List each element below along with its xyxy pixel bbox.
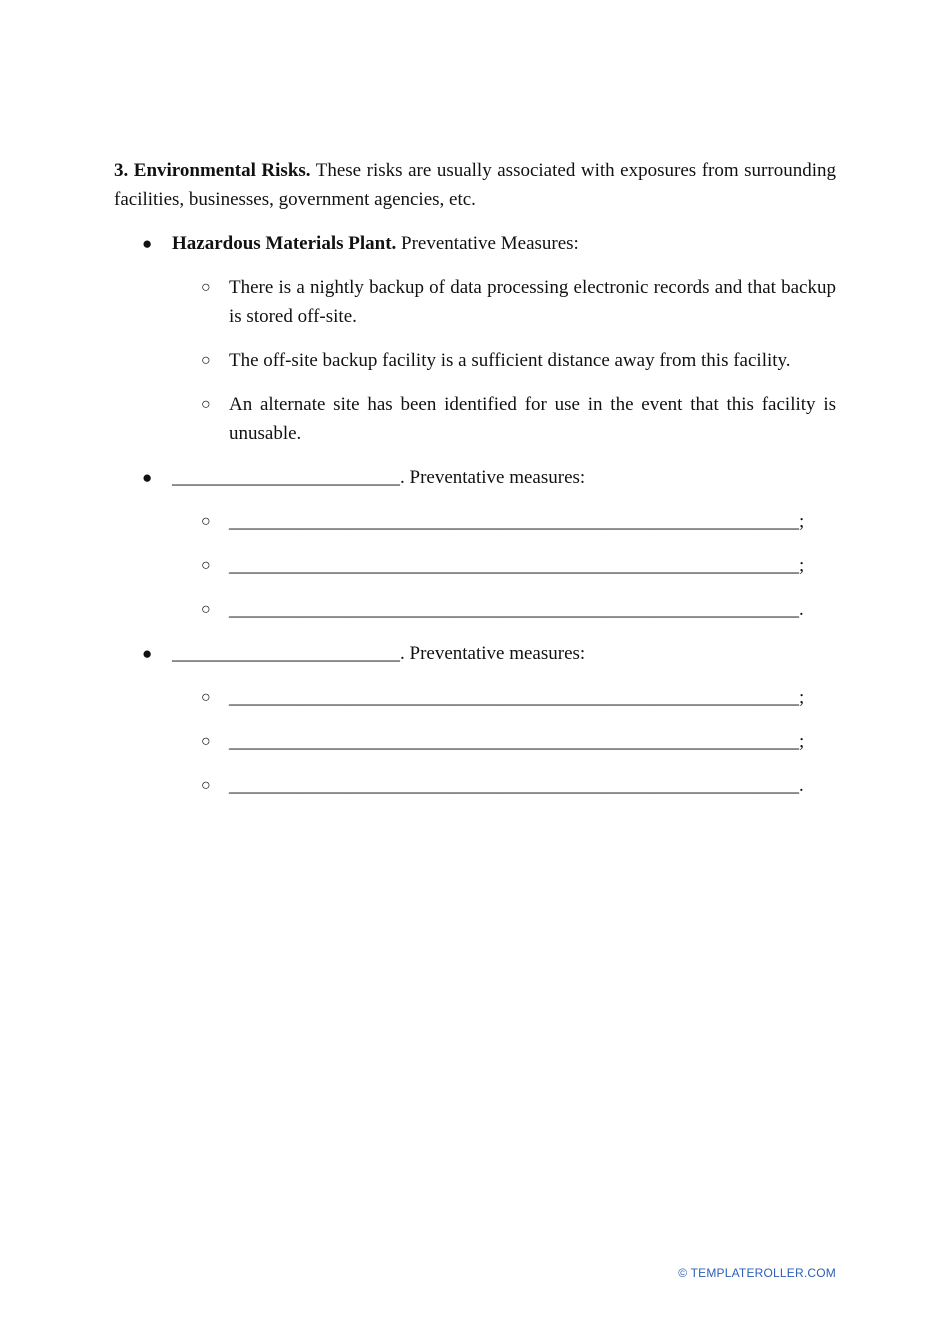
footer-brand-link[interactable]: TEMPLATEROLLER.COM	[690, 1266, 836, 1280]
sub-bullet-icon: ○	[201, 557, 211, 574]
bullet-suffix: . Preventative measures:	[400, 467, 586, 488]
sub-bullet-icon: ○	[201, 689, 211, 706]
risk-bullet-blank-2	[114, 639, 836, 800]
measure-text: An alternate site has been identified for use in the event that this facility is unusable.	[229, 394, 836, 444]
risk-name-blank[interactable]: ________________________	[172, 643, 400, 664]
risk-bullet-list	[114, 229, 836, 800]
measure-blank[interactable]: ____________________________________________________________;	[229, 731, 805, 752]
measure-blank[interactable]: ____________________________________________________________.	[229, 599, 804, 620]
measures-list	[172, 507, 836, 624]
measure-blank[interactable]: ____________________________________________________________.	[229, 775, 804, 796]
bullet-suffix: Preventative Measures:	[401, 233, 579, 254]
bullet-heading	[172, 463, 836, 492]
risk-bullet-blank-1	[114, 463, 836, 624]
sub-bullet-icon: ○	[201, 279, 211, 296]
sub-bullet-icon: ○	[201, 396, 211, 413]
section-intro	[114, 156, 836, 214]
measure-blank[interactable]: ____________________________________________________________;	[229, 511, 805, 532]
section-intro-text: These risks are usually associated with exposures from surrounding facilities, businesses, government agencies, etc.	[114, 160, 836, 210]
measure-item	[114, 346, 836, 375]
bullet-title: Hazardous Materials Plant.	[172, 233, 397, 254]
bullet-icon: ●	[142, 644, 153, 663]
sub-bullet-icon: ○	[201, 352, 211, 369]
measure-item	[114, 273, 836, 331]
footer-watermark	[678, 1266, 836, 1280]
measure-item	[114, 390, 836, 448]
measure-text: There is a nightly backup of data processing electronic records and that backup is stored off-site.	[229, 277, 836, 327]
measure-blank[interactable]: ____________________________________________________________;	[229, 687, 805, 708]
risk-name-blank[interactable]: ________________________	[172, 467, 400, 488]
sub-bullet-icon: ○	[201, 777, 211, 794]
sub-bullet-icon: ○	[201, 601, 211, 618]
bullet-heading	[172, 229, 836, 258]
sub-bullet-icon: ○	[201, 733, 211, 750]
bullet-suffix: . Preventative measures:	[400, 643, 586, 664]
section-title: 3. Environmental Risks.	[114, 160, 311, 181]
measure-text: The off-site backup facility is a sufficient distance away from this facility.	[229, 350, 791, 371]
measure-item	[114, 551, 836, 580]
bullet-heading	[172, 639, 836, 668]
measure-blank[interactable]: ____________________________________________________________;	[229, 555, 805, 576]
bullet-icon: ●	[142, 468, 153, 487]
sub-bullet-icon: ○	[201, 513, 211, 530]
measure-item	[114, 727, 836, 756]
bullet-icon: ●	[142, 234, 153, 253]
measure-item	[114, 595, 836, 624]
measure-item	[114, 683, 836, 712]
environmental-risks-section	[114, 156, 836, 800]
copyright-icon: ©	[678, 1266, 688, 1280]
measures-list	[172, 683, 836, 800]
risk-bullet-hazardous-materials	[114, 229, 836, 448]
measures-list	[172, 273, 836, 448]
measure-item	[114, 507, 836, 536]
measure-item	[114, 771, 836, 800]
